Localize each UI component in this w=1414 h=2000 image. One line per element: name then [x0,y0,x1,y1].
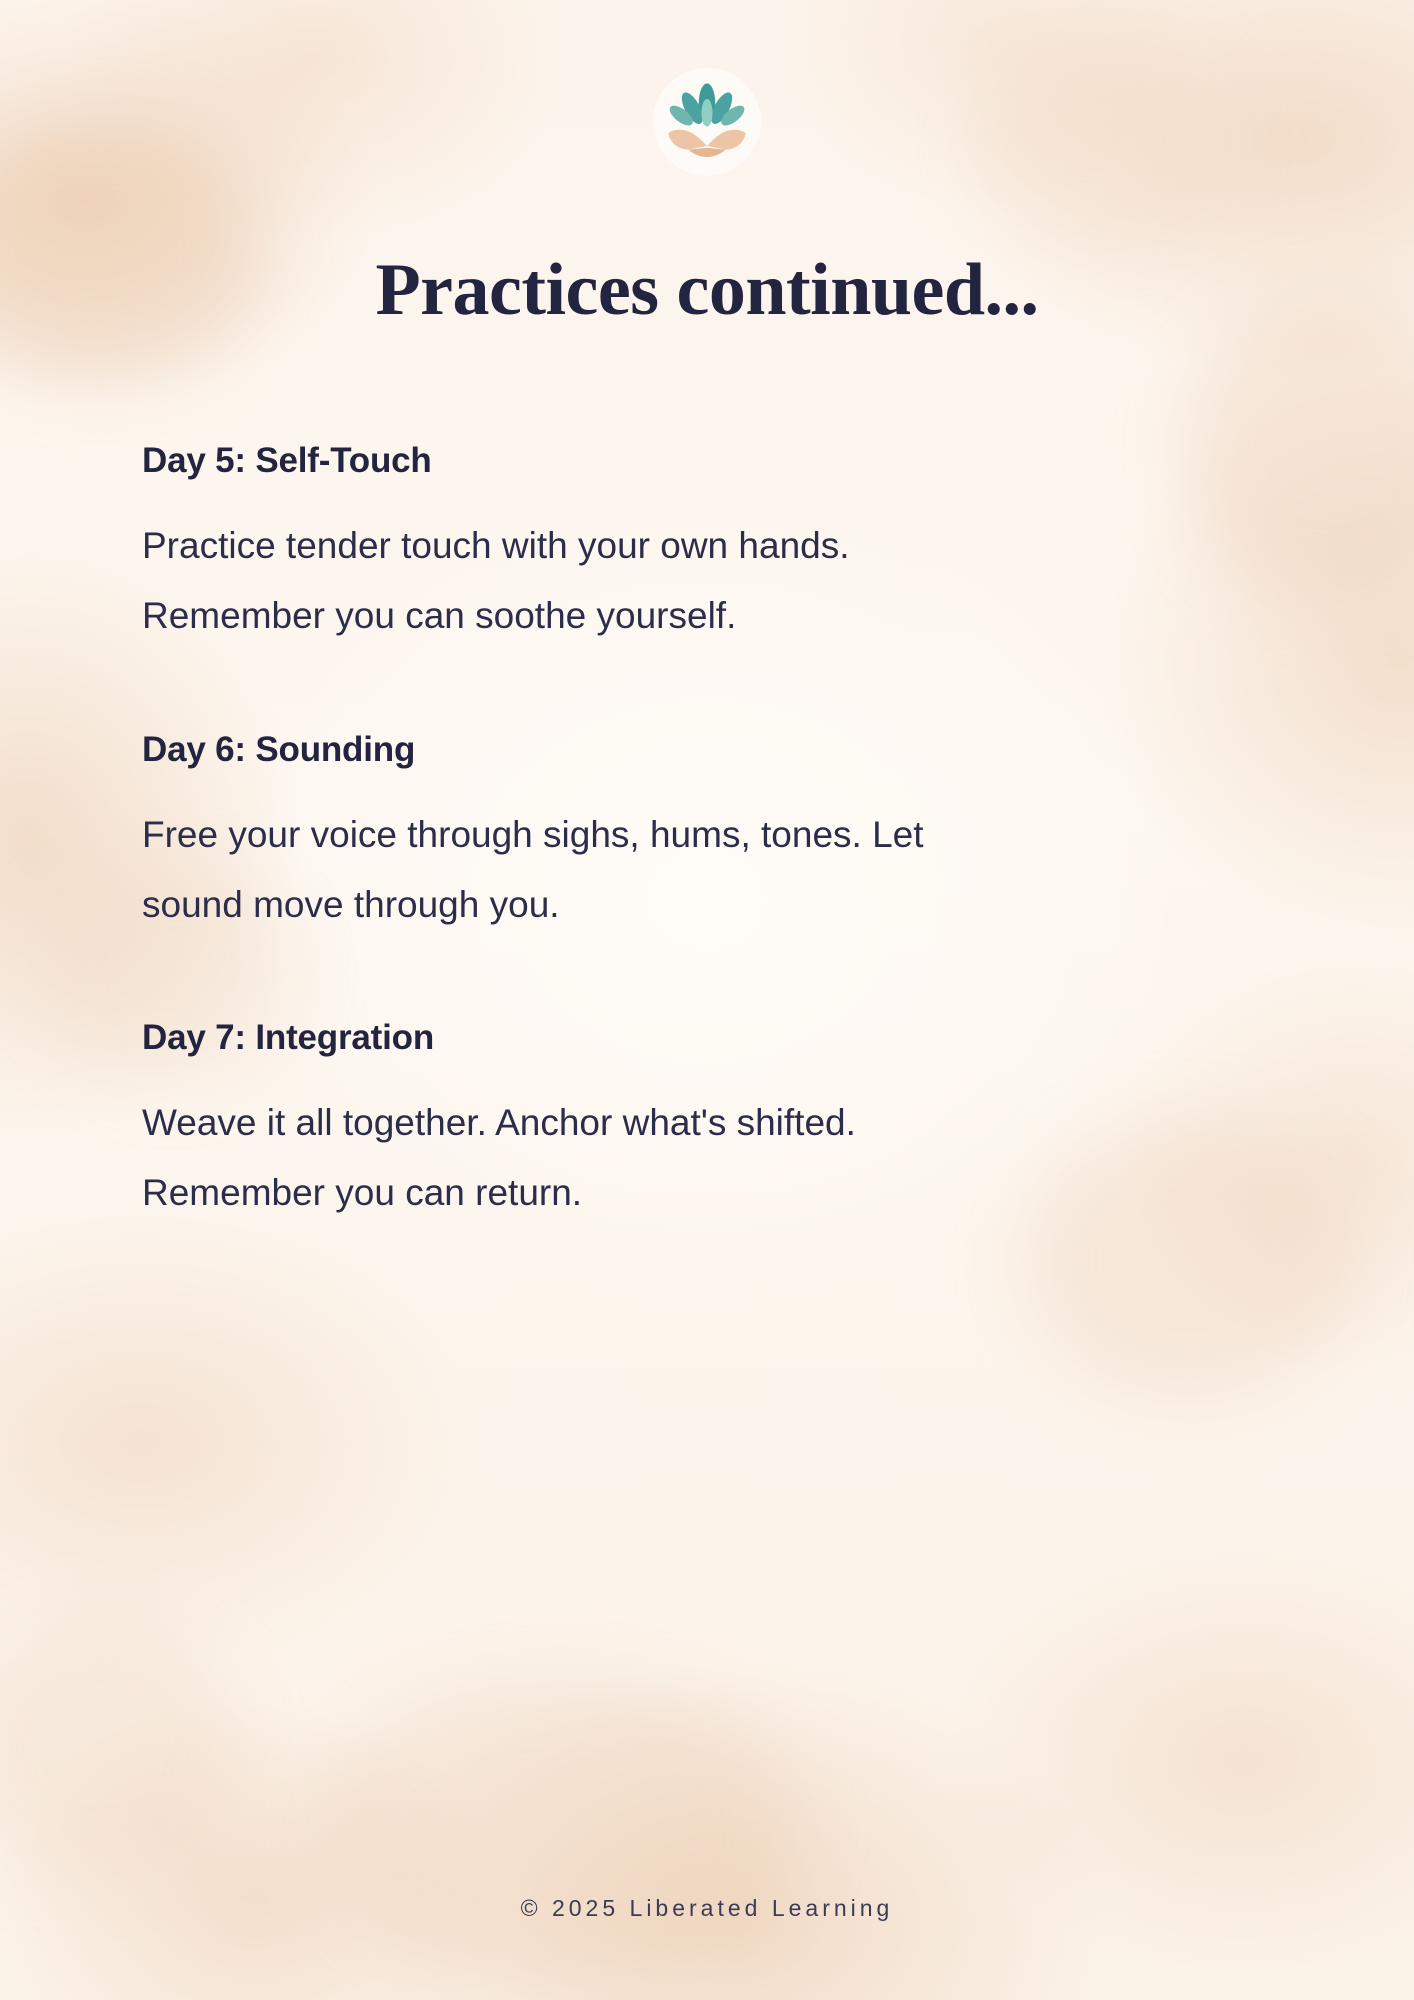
page-title: Practices continued... [375,249,1039,331]
lotus-in-hands-logo-icon [653,68,761,176]
practice-title: Day 5: Self-Touch [142,441,432,480]
practices-list [142,441,1272,1229]
logo-container [142,68,1272,176]
footer-copyright: © 2025 Liberated Learning [520,1895,894,1921]
practice-item-day-7 [142,1018,1272,1229]
practice-body: Practice tender touch with your own hands. Remember you can soothe yourself. [142,525,850,637]
practice-body: Free your voice through sighs, hums, tones. Let sound move through you. [142,813,924,925]
practice-title: Day 7: Integration [142,1018,435,1058]
practice-title: Day 6: Sounding [142,729,416,769]
practice-item-day-5 [142,441,1272,652]
practice-item-day-6 [142,730,1272,941]
practice-body: Weave it all together. Anchor what's shifted. Remember you can return. [142,1102,856,1214]
